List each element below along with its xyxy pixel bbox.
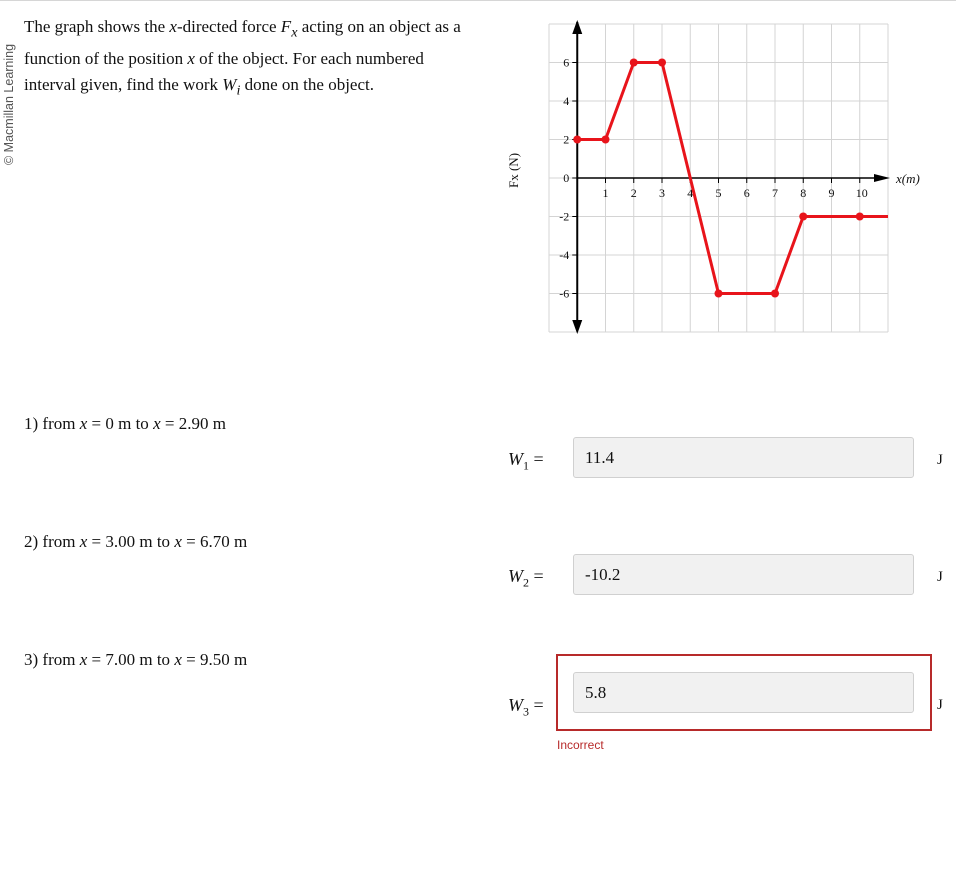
y-axis-label: Fx (N) xyxy=(506,152,521,188)
y-tick-label: 2 xyxy=(563,132,570,147)
question-2-answer-field[interactable]: -10.2 xyxy=(573,554,914,595)
y-tick-label: -4 xyxy=(559,248,570,262)
problem-statement: The graph shows the x-directed force $F_x$ acting on an object as a function of the position x of the object. For each numbered interval given, find the work $W_i$ done on the object. xyxy=(24,17,461,99)
data-point-marker xyxy=(658,59,666,67)
y-tick-label: 4 xyxy=(563,94,570,108)
y-axis-arrow-up xyxy=(572,20,582,34)
question-2-unit: J xyxy=(937,569,943,585)
x-tick-label: 4 xyxy=(687,186,694,200)
question-2-label: 2) from x = 3.00 m to x = 6.70 m xyxy=(24,532,248,551)
data-point-marker xyxy=(771,290,779,298)
y-tick-label: 0 xyxy=(563,171,570,185)
x-tick-label: 2 xyxy=(630,186,637,200)
x-tick-label: 7 xyxy=(772,186,778,200)
question-1-variable: $W_1$ = xyxy=(508,449,544,473)
question-3-variable: $W_3$ = xyxy=(508,695,544,719)
incorrect-status-label: Incorrect xyxy=(557,738,604,752)
chart-axes xyxy=(572,20,890,334)
y-tick-label: 6 xyxy=(563,55,570,70)
x-tick-label: 3 xyxy=(659,186,665,200)
x-tick-label: 9 xyxy=(828,186,835,200)
data-point-marker xyxy=(856,213,864,221)
x-tick-label: 5 xyxy=(715,186,722,200)
data-point-marker xyxy=(630,59,638,67)
x-tick-label: 6 xyxy=(743,186,750,200)
question-1-answer-field[interactable]: 11.4 xyxy=(573,437,914,478)
question-3-answer-field[interactable]: 5.8 xyxy=(573,672,914,713)
question-1-label: 1) from x = 0 m to x = 2.90 m xyxy=(24,414,226,433)
y-tick-label: -6 xyxy=(559,286,570,301)
copyright-label: © Macmillan Learning xyxy=(2,43,16,165)
x-axis-label: x(m) xyxy=(896,171,920,186)
data-point-marker xyxy=(602,136,610,144)
x-tick-label: 10 xyxy=(855,186,868,200)
top-divider xyxy=(0,0,956,1)
data-point-marker xyxy=(799,213,807,221)
question-1-unit: J xyxy=(937,452,943,468)
question-3-label: 3) from x = 7.00 m to x = 9.50 m xyxy=(24,650,248,669)
x-tick-label: 8 xyxy=(800,186,807,200)
question-2-variable: $W_2$ = xyxy=(508,566,544,590)
data-point-marker xyxy=(573,136,581,144)
force-position-graph xyxy=(500,20,920,340)
x-tick-label: 1 xyxy=(602,186,609,200)
question-3-unit: J xyxy=(937,697,943,713)
data-point-marker xyxy=(715,290,723,298)
y-tick-label: -2 xyxy=(559,209,570,224)
